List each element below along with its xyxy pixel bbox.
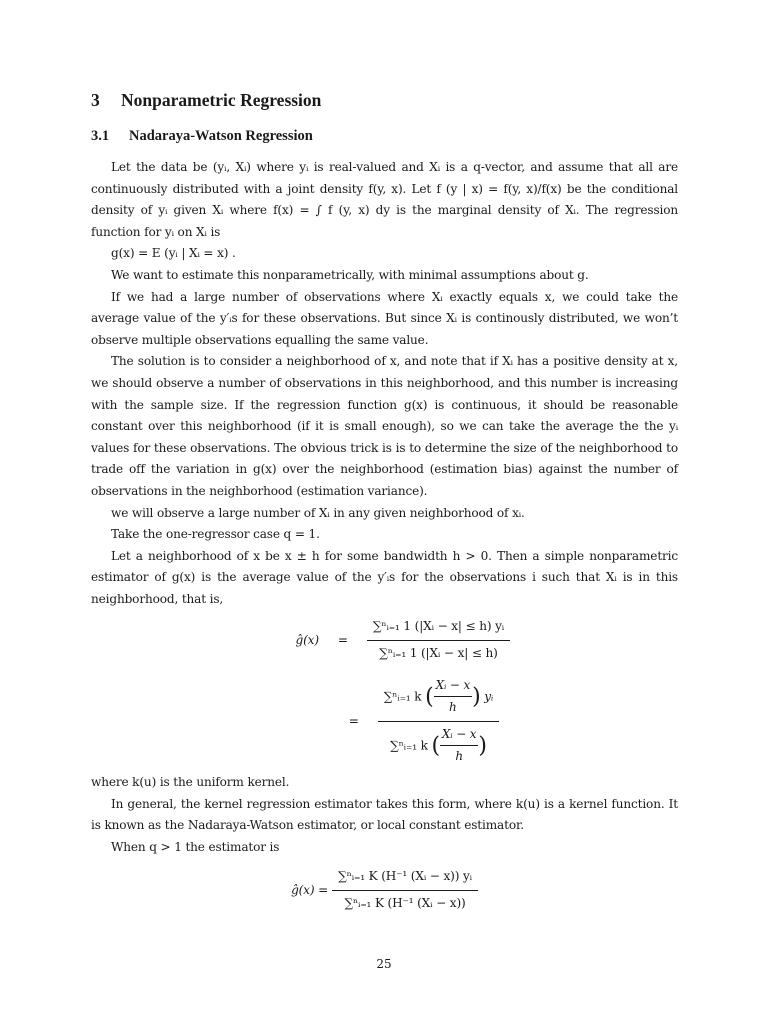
- fraction-multivariate-numerator: ∑ⁿᵢ₌₁ K (H⁻¹ (Xᵢ − x)) yᵢ: [332, 866, 478, 891]
- body-text: [91, 157, 678, 919]
- paragraph-data-definition: Let the data be (yᵢ, Xᵢ) where yᵢ is real-valued and Xᵢ is a q-vector, and assume that all are continuously distributed with a joint density f(y, x). Let f (y | x) = f(y, x)/f(x) be the conditional density of yᵢ given Xᵢ where f(x) = ∫ f (y, x) dy is the marginal density of Xᵢ. The regression function for yᵢ on Xᵢ is: [91, 160, 678, 239]
- fraction-denominator: ∑ⁿᵢ₌₁ 1 (|Xᵢ − x| ≤ h): [379, 646, 498, 661]
- fraction-kernel-numerator: ∑ⁿᵢ₌₁ k ( $\frac{\text{Xᵢ − x}}{h}$ ) yᵢ: [378, 675, 499, 722]
- fraction-kernel: [378, 675, 499, 768]
- kernel-arg-numerator-den: Xᵢ − x: [440, 724, 479, 747]
- kernel-arg-denominator: h: [449, 700, 457, 715]
- equation-row-1: [91, 616, 678, 664]
- paragraph-neighborhood: The solution is to consider a neighborhood of x, and note that if Xᵢ has a positive density at x, we should observe a number of observations in this neighborhood, and this number is increasing with the sample size. If the regression function g(x) is continuous, it should be reasonable constant over this neighborhood (if it is small enough), so we can take the average the the yᵢ values for these observations. The obvious trick is is to determine the size of the neighborhood to trade off the variation in g(x) over the neighborhood (estimation bias) against the number of observations in the neighborhood (estimation variance).: [91, 354, 678, 498]
- fraction-multivariate: [332, 866, 478, 914]
- paragraph-one-regressor: Take the one-regressor case q = 1.: [111, 527, 320, 542]
- section-number: 3: [91, 90, 100, 110]
- paragraph-goal: We want to estimate this nonparametrically, with minimal assumptions about g.: [111, 267, 589, 282]
- equation-nw-uniform: [91, 616, 678, 768]
- equation-nw-multivariate: [91, 866, 678, 914]
- fraction-uniform: [367, 616, 510, 664]
- fraction-numerator: ∑ⁿᵢ₌₁ 1 (|Xᵢ − x| ≤ h) yᵢ: [367, 616, 510, 641]
- equation-row-2: [91, 675, 678, 768]
- paragraph-multivariate: When q > 1 the estimator is: [111, 839, 280, 854]
- subsection-heading: [91, 128, 313, 145]
- kernel-argument-den: [440, 724, 479, 768]
- fraction-multivariate-denominator: ∑ⁿᵢ₌₁ K (H⁻¹ (Xᵢ − x)): [344, 896, 466, 910]
- kernel-sum: ∑ⁿᵢ₌₁ k: [383, 689, 422, 704]
- equation-regression-function: g(x) = E (yᵢ | Xᵢ = x) .: [111, 246, 236, 261]
- equation-equals-2: =: [348, 713, 359, 728]
- paragraph-observe: we will observe a large number of Xᵢ in any given neighborhood of xᵢ.: [111, 505, 525, 520]
- subsection-title: Nadaraya-Watson Regression: [129, 128, 313, 144]
- section-heading: [91, 90, 321, 111]
- equation-lhs: ĝ(x): [295, 632, 319, 647]
- equation-lhs-multivariate: ĝ(x) =: [291, 882, 329, 897]
- kernel-yi: yᵢ: [484, 689, 494, 704]
- kernel-argument: [434, 675, 473, 719]
- kernel-sum-den: ∑ⁿᵢ₌₁ k: [390, 738, 428, 753]
- kernel-arg-numerator: Xᵢ − x: [434, 675, 473, 698]
- subsection-number: 3.1: [91, 128, 110, 144]
- paragraph-general-kernel: In general, the kernel regression estimator takes this form, where k(u) is a kernel function. It is known as the Nadaraya-Watson estimator, or local constant estimator.: [91, 796, 678, 833]
- kernel-arg-denominator-den: h: [455, 749, 463, 764]
- equation-equals: =: [337, 632, 348, 647]
- fraction-kernel-denominator: ∑ⁿᵢ₌₁ k ( $\frac{\text{Xᵢ − x}}{h}$ ): [384, 722, 493, 768]
- section-title: Nonparametric Regression: [121, 90, 322, 110]
- page-number: 25: [376, 957, 392, 971]
- paragraph-uniform-kernel: where k(u) is the uniform kernel.: [91, 775, 290, 790]
- paragraph-average-idea: If we had a large number of observations where Xᵢ exactly equals x, we could take the average value of the y′ᵢs for these observations. But since Xᵢ is continously distributed, we won’t observe multiple observations equalling the same value.: [91, 289, 678, 347]
- paragraph-estimator-intro: Let a neighborhood of x be x ± h for some bandwidth h > 0. Then a simple nonparametric estimator of g(x) is the average value of the y′ᵢs for the observations i such that Xᵢ is in this neighborhood, that is,: [91, 548, 678, 606]
